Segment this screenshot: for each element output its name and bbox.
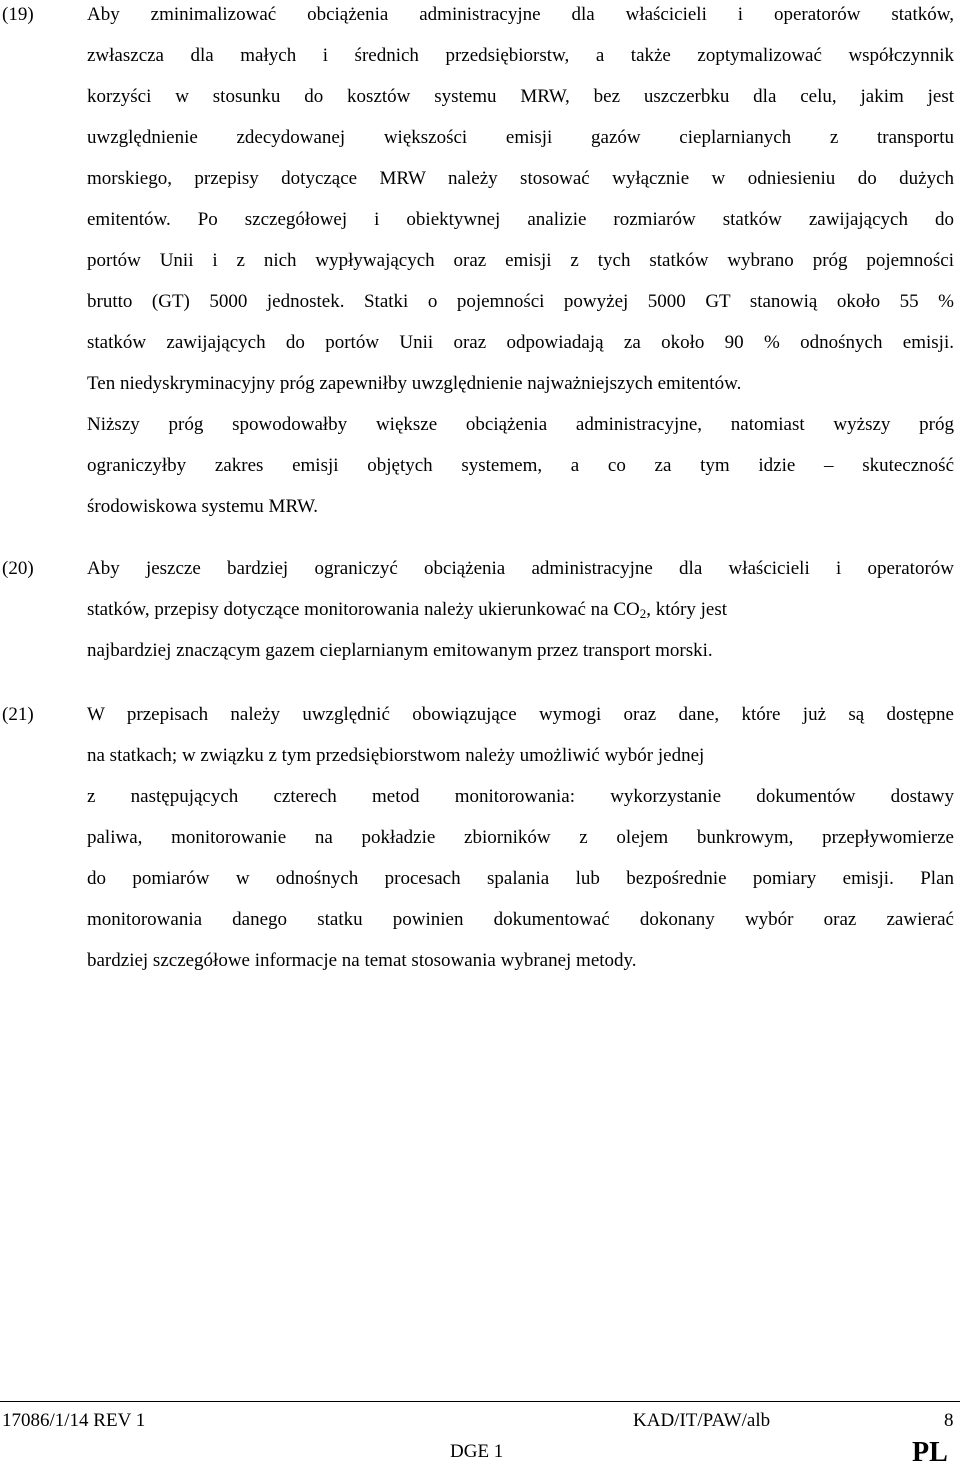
paragraph-body — [87, 694, 954, 981]
text-line: zwłaszcza dla małych i średnich przedsiębiorstw, a także zoptymalizować współczynnik — [87, 45, 954, 66]
footer-author-ref: KAD/IT/PAW/alb — [633, 1410, 771, 1431]
text-line: korzyści w stosunku do kosztów systemu MRW, bez uszczerbku dla celu, jakim jest — [87, 86, 954, 107]
text-line: uwzględnienie zdecydowanej większości emisji gazów cieplarnianych z transportu — [87, 127, 954, 148]
text-line: monitorowania danego statku powinien dokumentować dokonany wybór oraz zawierać — [87, 909, 954, 930]
footer-dge: DGE 1 — [450, 1441, 504, 1462]
text-line: morskiego, przepisy dotyczące MRW należy stosować wyłącznie w odniesieniu do dużych — [87, 168, 954, 189]
text-line: do pomiarów w odnośnych procesach spalania lub bezpośrednie pomiary emisji. Plan — [87, 868, 954, 889]
text-segment: statków, przepisy dotyczące monitorowania należy ukierunkować na CO — [87, 599, 640, 620]
text-line: bardziej szczegółowe informacje na temat stosowania wybranej metody. — [87, 950, 637, 971]
text-line: środowiskowa systemu MRW. — [87, 496, 319, 517]
subscript: 2 — [639, 606, 647, 621]
text-line: na statkach; w związku z tym przedsiębiorstwom należy umożliwić wybór jednej — [87, 745, 705, 766]
paragraph-body — [87, 0, 954, 527]
text-line: Niższy próg spowodowałby większe obciążenia administracyjne, natomiast wyższy próg — [87, 414, 954, 435]
footer-page-number: 8 — [944, 1410, 954, 1431]
paragraph-number: (20) — [2, 558, 34, 579]
text-line: brutto (GT) 5000 jednostek. Statki o pojemności powyżej 5000 GT stanowią około 55 % — [87, 291, 954, 312]
text-line — [87, 589, 954, 630]
text-line: ograniczyłby zakres emisji objętych systemem, a co za tym idzie – skuteczność — [87, 455, 954, 476]
text-segment: , który jest — [646, 599, 727, 620]
paragraph-number: (21) — [2, 704, 34, 725]
text-line: portów Unii i z nich wypływających oraz emisji z tych statków wybrano próg pojemności — [87, 250, 954, 271]
footer-language: PL — [912, 1437, 948, 1468]
text-line: emitentów. Po szczegółowej i obiektywnej analizie rozmiarów statków zawijających do — [87, 209, 954, 230]
footer-doc-ref: 17086/1/14 REV 1 — [2, 1410, 146, 1431]
text-line: W przepisach należy uwzględnić obowiązujące wymogi oraz dane, które już są dostępne — [87, 704, 954, 725]
text-line: Ten niedyskryminacyjny próg zapewniłby uwzględnienie najważniejszych emitentów. — [87, 373, 742, 394]
text-line: Aby zminimalizować obciążenia administracyjne dla właścicieli i operatorów statków, — [87, 4, 954, 25]
footer-rule — [0, 1401, 960, 1402]
text-line: najbardziej znaczącym gazem cieplarnianym emitowanym przez transport morski. — [87, 640, 713, 661]
paragraph-number: (19) — [2, 4, 34, 25]
paragraph-body — [87, 548, 954, 671]
text-line: z następujących czterech metod monitorowania: wykorzystanie dokumentów dostawy — [87, 786, 954, 807]
text-line: paliwa, monitorowanie na pokładzie zbiorników z olejem bunkrowym, przepływomierze — [87, 827, 954, 848]
text-line: statków zawijających do portów Unii oraz odpowiadają za około 90 % odnośnych emisji. — [87, 332, 954, 353]
text-line: Aby jeszcze bardziej ograniczyć obciążenia administracyjne dla właścicieli i operatorów — [87, 558, 954, 579]
